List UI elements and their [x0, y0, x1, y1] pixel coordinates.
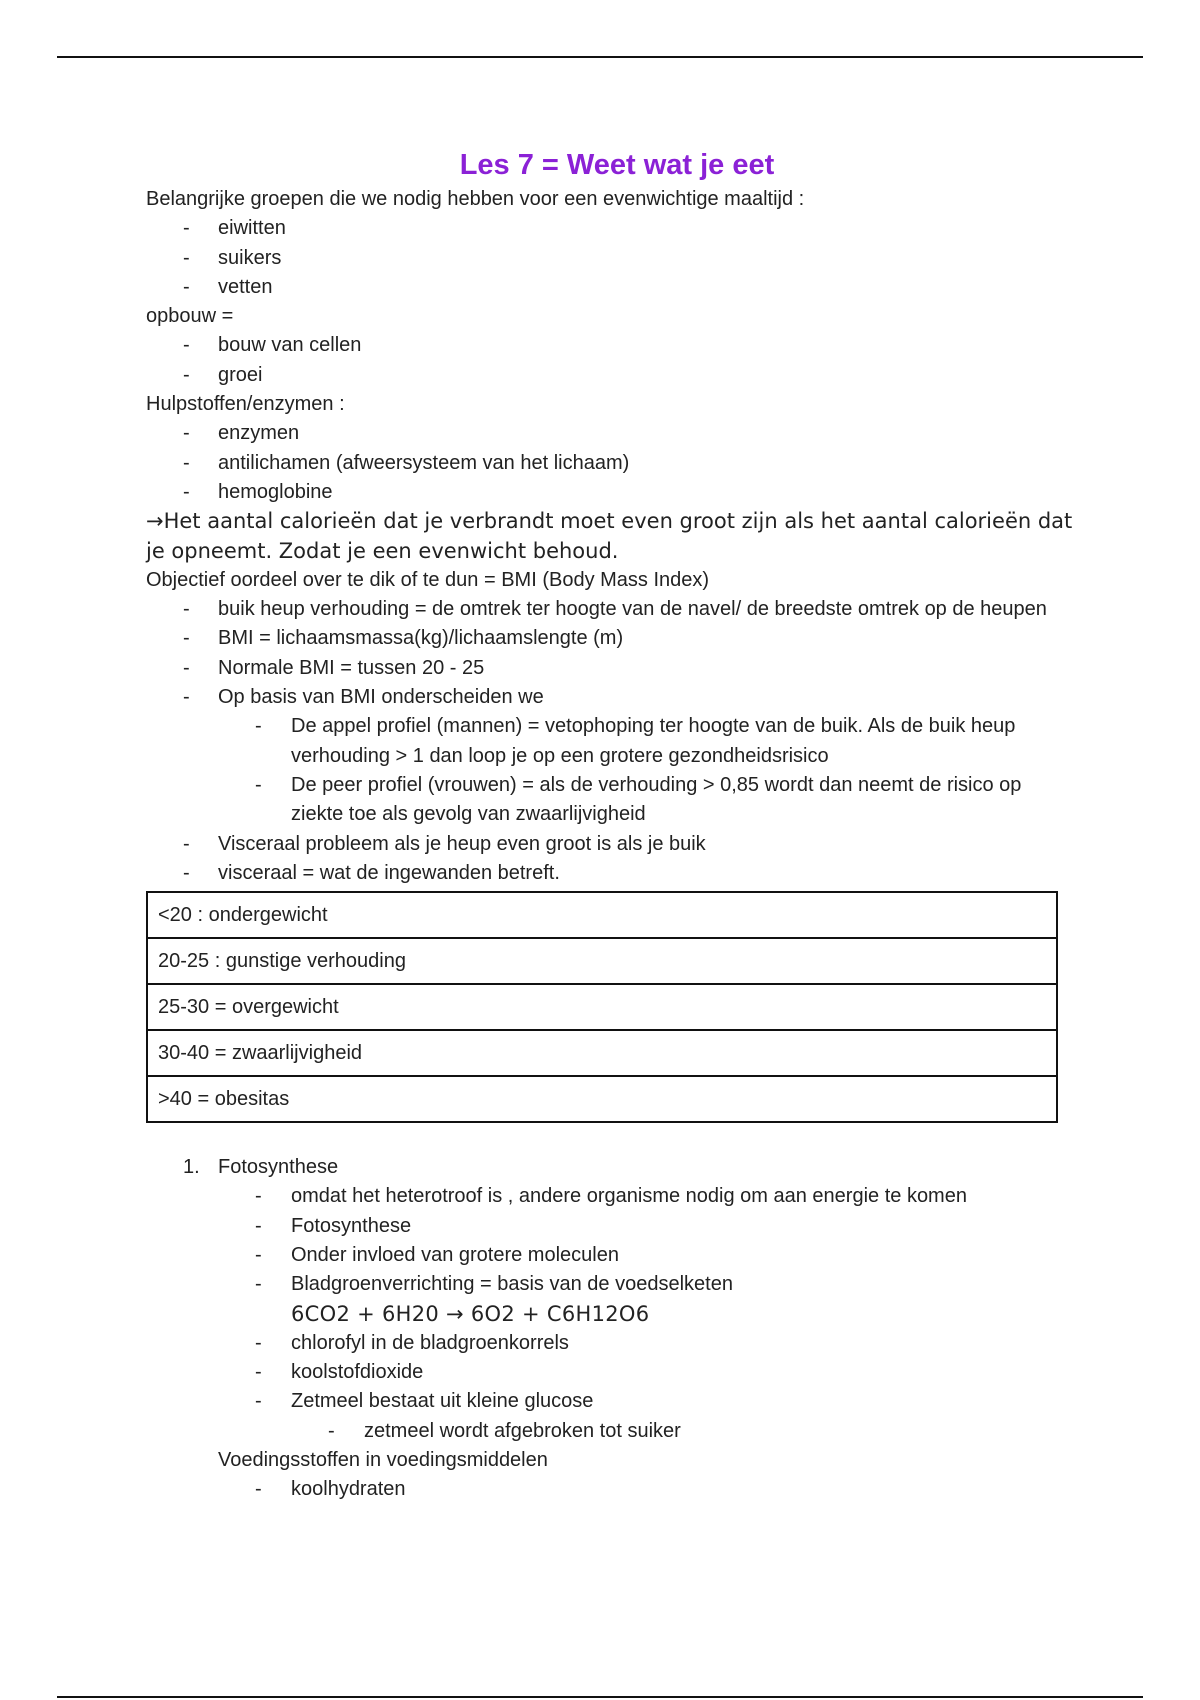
list-item: - omdat het heterotroof is , andere organisme nodig om aan energie te komen [146, 1182, 1076, 1211]
bullet-dash: - [183, 334, 190, 357]
bullet-dash: - [255, 1273, 262, 1296]
list-item: - vetten [146, 273, 1076, 302]
list-item: - visceraal = wat de ingewanden betreft. [146, 859, 1076, 888]
bmi-heading: Objectief oordeel over te dik of te dun = BMI (Body Mass Index) [146, 568, 710, 591]
bullet-dash: - [183, 363, 190, 386]
table-cell: 25-30 = overgewicht [147, 984, 1057, 1030]
list-item: - buik heup verhouding = de omtrek ter hoogte van de navel/ de breedste omtrek op de heupen [146, 595, 1076, 624]
bullet-dash: - [183, 627, 190, 650]
bullet-dash: - [183, 861, 190, 884]
table-row [147, 1030, 1057, 1076]
intro-text: Belangrijke groepen die we nodig hebben voor een evenwichtige maaltijd : [146, 188, 805, 210]
bottom-rule [57, 1696, 1143, 1698]
table-cell: <20 : ondergewicht [147, 892, 1057, 938]
list-item: - Visceraal probleem als je heup even groot is als je buik [146, 830, 1076, 859]
list-item: - Op basis van BMI onderscheiden we [146, 683, 1076, 712]
chemical-formula: 6CO2 + 6H20 → 6O2 + C6H12O6 [291, 1301, 650, 1326]
bullet-dash: - [183, 656, 190, 679]
list-item: - Zetmeel bestaat uit kleine glucose [146, 1387, 1076, 1416]
list-item: - koolstofdioxide [146, 1358, 1076, 1387]
list-item: - Fotosynthese [146, 1212, 1076, 1241]
list-item: - zetmeel wordt afgebroken tot suiker [146, 1417, 1076, 1446]
list-item: - chlorofyl in de bladgroenkorrels [146, 1329, 1076, 1358]
bullet-dash: - [183, 451, 190, 474]
bullet-dash: - [183, 832, 190, 855]
list-item: - enzymen [146, 419, 1076, 448]
list-item: - De peer profiel (vrouwen) = als de verhouding > 0,85 wordt dan neemt de risico op ziekte toe als gevolg van zwaarlijvigheid [146, 771, 1076, 830]
bullet-dash: - [183, 422, 190, 445]
table-cell: 30-40 = zwaarlijvigheid [147, 1030, 1057, 1076]
bullet-dash: - [183, 275, 190, 298]
list-item: - De appel profiel (mannen) = vetophoping ter hoogte van de buik. Als de buik heup verhouding > 1 dan loop je op een grotere gezondheidsrisico [146, 712, 1076, 771]
bullet-dash: - [255, 715, 262, 738]
page-title: Les 7 = Weet wat je eet [459, 149, 775, 181]
list-item: - BMI = lichaamsmassa(kg)/lichaamslengte (m) [146, 624, 1076, 653]
hulp-label: Hulpstoffen/enzymen : [146, 393, 345, 416]
bmi-table [146, 891, 1058, 1123]
list-item: - hemoglobine [146, 478, 1076, 507]
list-item: - suikers [146, 244, 1076, 273]
bullet-dash: - [255, 1331, 262, 1354]
bullet-dash: - [255, 1214, 262, 1237]
list-item: - Normale BMI = tussen 20 - 25 [146, 654, 1076, 683]
voedingsstoffen-label: Voedingsstoffen in voedingsmiddelen [218, 1448, 548, 1471]
document-page [146, 145, 1076, 1504]
bullet-dash: - [328, 1419, 335, 1442]
bullet-dash: - [183, 480, 190, 503]
opbouw-label: opbouw = [146, 305, 234, 328]
bullet-dash: - [255, 1360, 262, 1383]
calorie-note: →Het aantal calorieën dat je verbrandt moet even groot zijn als het aantal calorieën dat je opneemt. Zodat je een evenwicht behoud. [146, 509, 1073, 563]
list-item: - koolhydraten [146, 1475, 1076, 1504]
bullet-dash: - [255, 1185, 262, 1208]
bullet-dash: - [183, 598, 190, 621]
table-cell: >40 = obesitas [147, 1076, 1057, 1122]
table-cell: 20-25 : gunstige verhouding [147, 938, 1057, 984]
top-rule [57, 56, 1143, 58]
list-item: - Bladgroenverrichting = basis van de voedselketen [146, 1270, 1076, 1299]
bullet-dash: - [183, 686, 190, 709]
bullet-dash: - [255, 1244, 262, 1267]
bullet-dash: - [255, 1478, 262, 1501]
list-number: 1. [183, 1156, 200, 1179]
bullet-dash: - [255, 773, 262, 796]
bullet-dash: - [183, 217, 190, 240]
bullet-dash: - [255, 1390, 262, 1413]
list-item: - groei [146, 361, 1076, 390]
table-row [147, 1076, 1057, 1122]
table-row [147, 938, 1057, 984]
list-item: - bouw van cellen [146, 331, 1076, 360]
table-row [147, 984, 1057, 1030]
list-item: - eiwitten [146, 214, 1076, 243]
bullet-dash: - [183, 246, 190, 269]
numbered-item: 1. Fotosynthese [146, 1153, 1076, 1182]
list-item: - antilichamen (afweersysteem van het lichaam) [146, 449, 1076, 478]
list-item: - Onder invloed van grotere moleculen [146, 1241, 1076, 1270]
table-row [147, 892, 1057, 938]
